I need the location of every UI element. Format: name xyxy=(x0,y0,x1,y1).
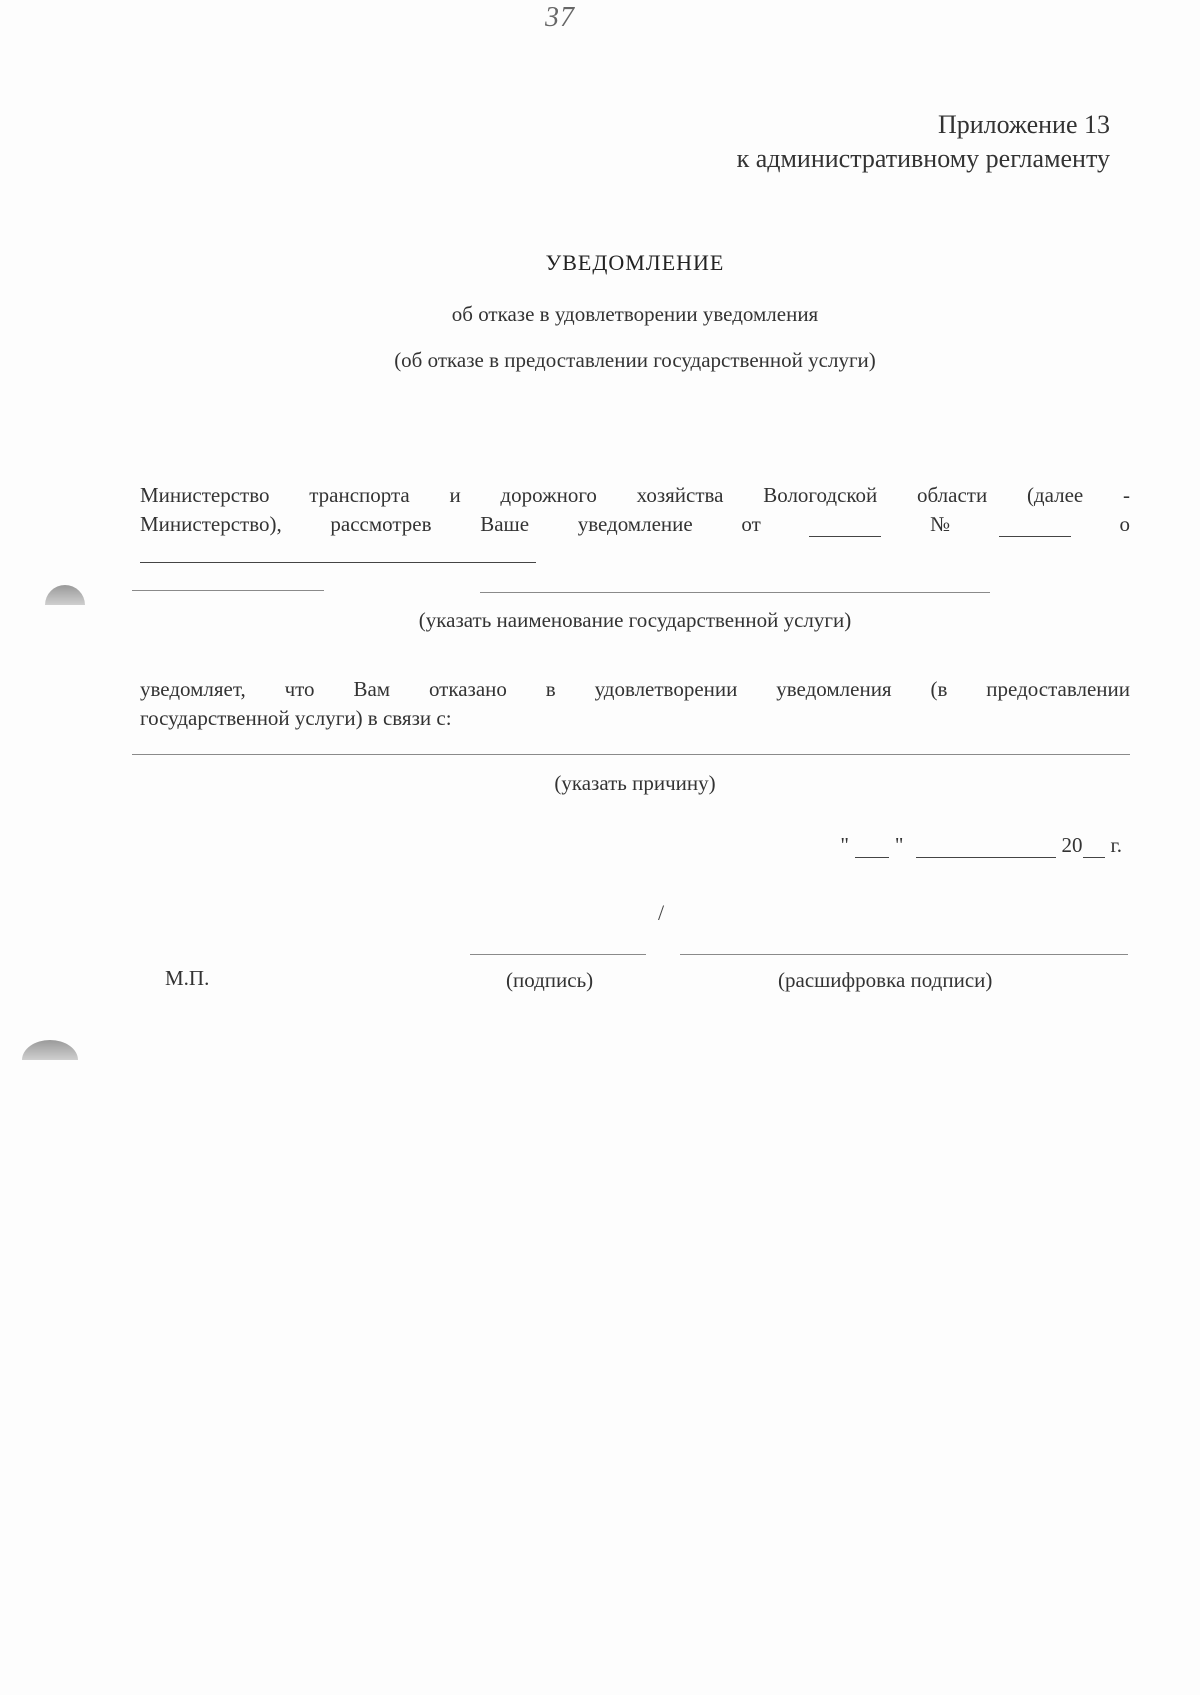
paragraph2-line1 xyxy=(140,677,1130,702)
subject-line[interactable] xyxy=(140,562,536,563)
decryption-label: (расшифровка подписи) xyxy=(778,968,993,992)
reason-line[interactable] xyxy=(132,754,1130,755)
word: хозяйства xyxy=(636,483,724,507)
year-prefix: 20 xyxy=(1061,833,1083,857)
word: рассмотрев xyxy=(330,512,432,536)
quote-open: " xyxy=(840,833,849,857)
service-line[interactable] xyxy=(480,592,990,593)
word: Ваше xyxy=(480,512,530,536)
signature-line[interactable] xyxy=(470,954,646,955)
word: в xyxy=(545,677,556,701)
word: предоставлении xyxy=(986,677,1130,701)
word: (далее xyxy=(1026,483,1084,507)
word: уведомляет, xyxy=(140,677,246,701)
binder-hole-mark xyxy=(45,585,85,605)
year-field[interactable] xyxy=(1083,837,1105,858)
document-subtitle: об отказе в удовлетворении уведомления xyxy=(451,302,819,326)
word: Министерство), xyxy=(140,512,282,536)
quote-close: " xyxy=(894,833,904,857)
word: отказано xyxy=(428,677,507,701)
signature-label: (подпись) xyxy=(506,968,594,992)
word: дорожного xyxy=(500,483,597,507)
word: (в xyxy=(930,677,948,701)
paragraph2-line2: государственной услуги) в связи с: xyxy=(140,706,452,730)
handwritten-page-number: 37 xyxy=(545,2,575,33)
word: от xyxy=(741,512,761,536)
reason-hint: (указать причину) xyxy=(554,771,716,795)
word: транспорта xyxy=(309,483,410,507)
word: уведомления xyxy=(776,677,892,701)
signature-slash: / xyxy=(658,900,665,925)
binder-hole-mark xyxy=(22,1040,78,1060)
appendix-number: Приложение 13 xyxy=(937,110,1110,139)
notice-date-field[interactable] xyxy=(809,516,881,537)
word: - xyxy=(1122,483,1130,507)
document-title: УВЕДОМЛЕНИЕ xyxy=(545,250,725,275)
word: уведомление xyxy=(577,512,693,536)
document-subtitle-alt: (об отказе в предоставлении государственной услуги) xyxy=(394,348,876,372)
word: удовлетворении xyxy=(594,677,738,701)
decryption-line[interactable] xyxy=(680,954,1128,955)
appendix-header xyxy=(737,108,1110,176)
word: и xyxy=(449,483,461,507)
word: о xyxy=(1119,512,1130,536)
number-sign: № xyxy=(930,512,951,536)
service-name-hint: (указать наименование государственной услуги) xyxy=(418,608,852,632)
paragraph1-line1 xyxy=(140,483,1130,508)
date-line xyxy=(840,833,1122,858)
word: Вологодской xyxy=(763,483,878,507)
day-field[interactable] xyxy=(855,837,889,858)
year-suffix: г. xyxy=(1110,833,1122,857)
stamp-label: М.П. xyxy=(165,966,210,990)
word: Вам xyxy=(353,677,391,701)
word: области xyxy=(917,483,988,507)
notice-number-field[interactable] xyxy=(999,516,1071,537)
word: Министерство xyxy=(140,483,270,507)
appendix-reference: к административному регламенту xyxy=(736,144,1110,173)
paragraph1-line2 xyxy=(140,512,1130,537)
word: что xyxy=(284,677,315,701)
service-line-part[interactable] xyxy=(132,590,324,591)
month-field[interactable] xyxy=(916,837,1056,858)
